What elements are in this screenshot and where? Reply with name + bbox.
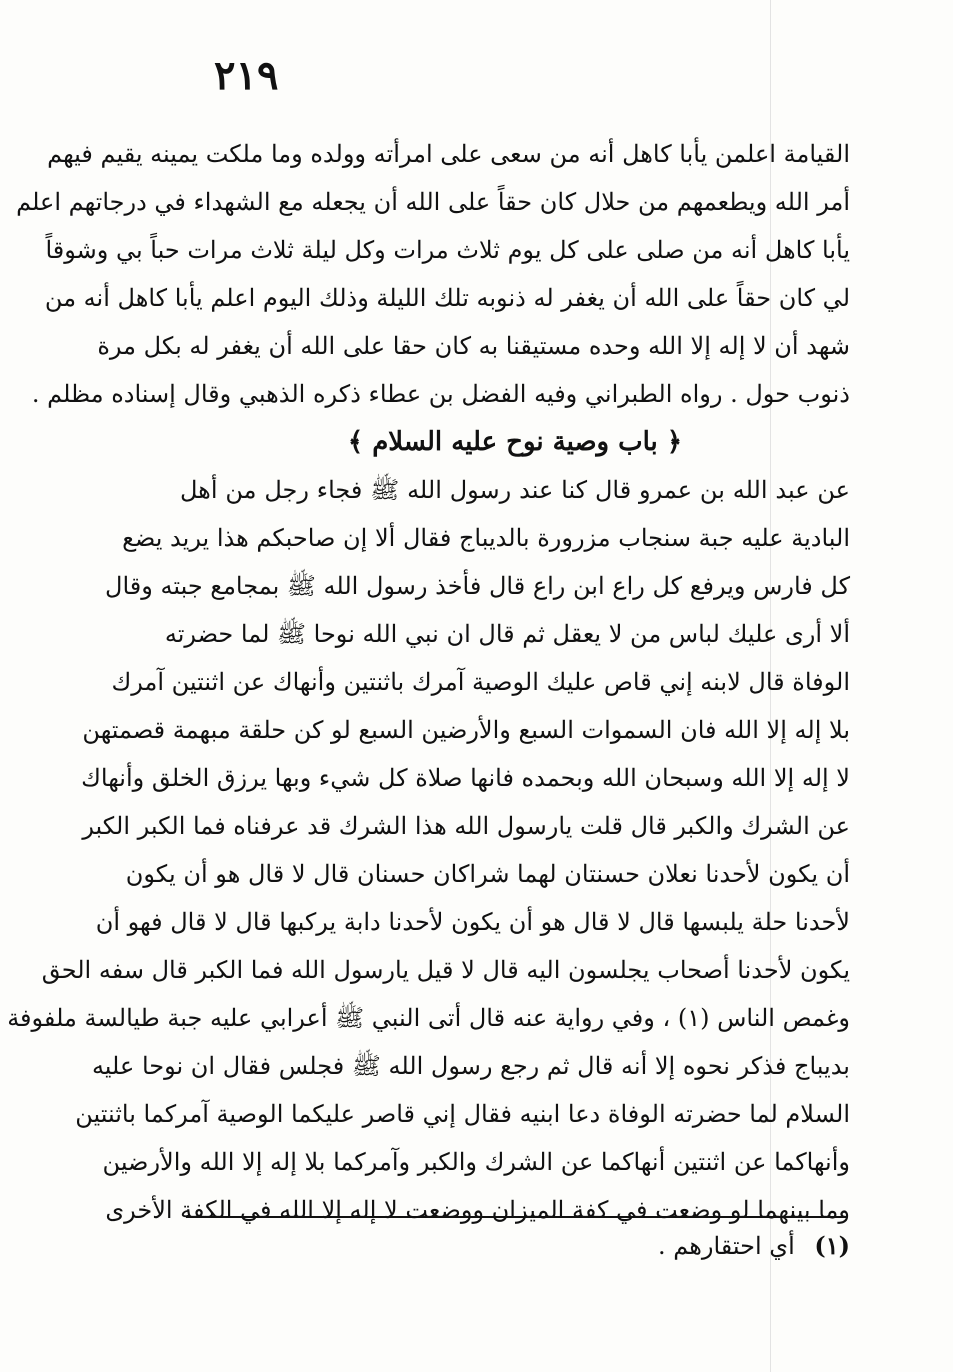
text-line: شهد أن لا إله إلا الله وحده مستيقنا به كان حقا على الله أن يغفر له بكل مرة xyxy=(97,332,850,360)
text-line: وأنهاكما عن اثنتين أنهاكما عن الشرك والكبر وآمركما بلا إله إلا الله والأرضين xyxy=(102,1148,850,1176)
text-line: البادية عليه جبة سنجاب مزرورة بالديباج فقال ألا إن صاحبكم هذا يريد يضع xyxy=(122,524,850,552)
text-line: لأحدنا حلة يلبسها قال لا قال هو أن يكون لأحدنا دابة يركبها قال لا قال فهو أن xyxy=(95,908,850,936)
body-text xyxy=(7,130,850,1234)
text-line: لا إله إلا الله وسبحان الله وبحمده فانها صلاة كل شيء وبها يرزق الخلق وأنهاك xyxy=(81,764,850,792)
chapter-heading: ﴿ باب وصية نوح عليه السلام ﴾ xyxy=(347,427,683,457)
footnote-text: أي احتقارهم . xyxy=(657,1232,795,1260)
text-line: عن عبد الله بن عمرو قال كنا عند رسول الله ﷺ فجاء رجل من أهل xyxy=(180,476,850,504)
footnote-divider xyxy=(186,1216,846,1218)
text-line: وما بينهما لو وضعت في كفة الميزان ووضعت لا إله إلا الله في الكفة الأخرى xyxy=(105,1196,850,1224)
text-line: يكون لأحدنا أصحاب يجلسون اليه قال لا قيل يارسول الله فما الكبر قال سفه الحق xyxy=(41,956,850,984)
text-line: أمر الله ويطعمهم من حلال كان حقاً على الله أن يجعله مع الشهداء في درجاتهم اعلم xyxy=(16,188,850,216)
text-line: السلام لما حضرته الوفاة دعا ابنيه فقال إني قاصر عليكما الوصية آمركما باثنتين xyxy=(75,1100,850,1128)
text-line: لي كان حقاً على الله أن يغفر له ذنوبه تلك الليلة وذلك اليوم اعلم يأبا كاهل أنه من xyxy=(44,284,850,312)
text-line: بديباج فذكر نحوه إلا أنه قال ثم رجع رسول الله ﷺ فجلس فقال ان نوحا عليه xyxy=(91,1052,850,1080)
text-line: يأبا كاهل أنه من صلى على كل يوم ثلاث مرات وكل ليلة ثلاث مرات حباً بي وشوقاً xyxy=(45,236,850,264)
text-line: ألا أرى عليك لباس من لا يعقل ثم قال ان نبي الله نوحا ﷺ لما حضرته xyxy=(164,620,850,648)
text-line: القيامة اعلمن يأبا كاهل أنه من سعى على امرأته وولده وما ملكت يمينه يقيم فيهم xyxy=(47,140,850,168)
text-line: وغمص الناس (١) ، وفي رواية عنه قال أتى النبي ﷺ أعرابي عليه جبة طيالسة ملفوفة xyxy=(7,1004,850,1032)
text-line: الوفاة قال لابنه إني قاص عليك الوصية آمرك باثنتين وأنهاك عن اثنتين آمرك xyxy=(111,668,850,696)
page-number: ٢١٩ xyxy=(214,52,279,99)
text-line: عن الشرك والكبر قال قلت يارسول الله هذا الشرك قد عرفناه فما الكبر الكبر xyxy=(82,812,850,840)
text-line: بلا إله إلا الله فان السموات السبع والأرضين السبع لو كن حلقة مبهمة قصمتهن xyxy=(82,716,850,744)
footnote-marker: (١) xyxy=(814,1231,850,1260)
text-line: أن يكون لأحدنا نعلان حسنتان لهما شراكان حسنان قال لا قال هو أن يكون xyxy=(125,860,850,888)
footnote xyxy=(560,1226,850,1266)
text-line: كل فارس ويرفع كل راع ابن راع قال فأخذ رسول الله ﷺ بمجامع جبته وقال xyxy=(105,572,850,600)
text-line: ذنوب حول . رواه الطبراني وفيه الفضل بن عطاء ذكره الذهبي وقال إسناده مظلم . xyxy=(31,380,850,408)
